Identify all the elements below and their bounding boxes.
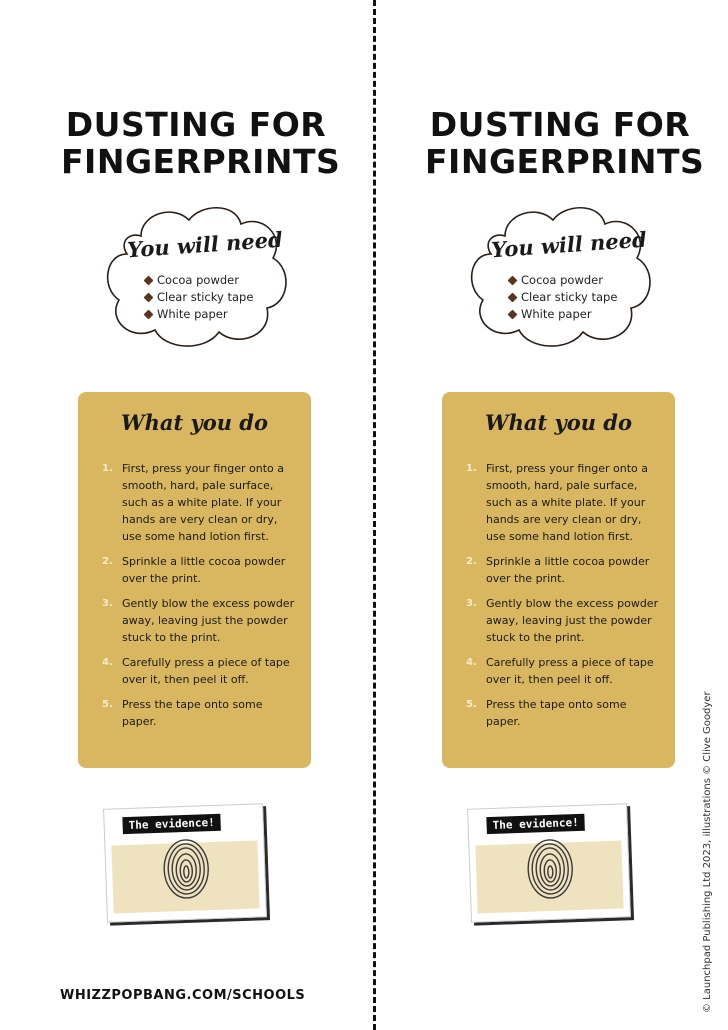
- step-text: Sprinkle a little cocoa powder over the print.: [486, 555, 650, 585]
- step-item: [466, 654, 661, 688]
- step-item: [102, 654, 297, 688]
- step-item: [102, 553, 297, 587]
- copyright-notice: © Launchpad Publishing Ltd 2023, illustrations © Clive Goodyer: [702, 691, 713, 1013]
- steps-card: [442, 392, 675, 768]
- title-line-2: FINGERPRINTS: [61, 142, 341, 181]
- step-item: [102, 696, 297, 730]
- fingerprint-icon: [525, 834, 575, 900]
- step-item: [466, 595, 661, 646]
- list-item: Cocoa powder: [509, 272, 617, 289]
- what-you-do-title: What you do: [485, 410, 632, 435]
- what-you-do-title: What you do: [121, 410, 268, 435]
- website-url: WHIZZPOPBANG.COM/SCHOOLS: [60, 988, 306, 1003]
- step-text: Sprinkle a little cocoa powder over the print.: [122, 555, 286, 585]
- materials-list: [145, 272, 253, 323]
- fingerprint-icon: [161, 834, 211, 900]
- bookmark-left: [61, 0, 341, 1030]
- step-number: 4.: [466, 657, 477, 668]
- bookmark-title: [61, 105, 341, 181]
- step-number: 2.: [102, 556, 113, 567]
- step-text: First, press your finger onto a smooth, hard, pale surface, such as a white plate. If your hands are very clean or dry, use some hand lotion first.: [122, 462, 285, 543]
- list-item: Cocoa powder: [145, 272, 253, 289]
- step-item: [102, 595, 297, 646]
- you-will-need-title: You will need: [126, 226, 284, 263]
- list-item: Clear sticky tape: [509, 289, 617, 306]
- step-text: Press the tape onto some paper.: [486, 698, 627, 728]
- step-number: 3.: [102, 598, 113, 609]
- title-line-2: FINGERPRINTS: [425, 142, 705, 181]
- step-number: 5.: [102, 699, 113, 710]
- step-number: 3.: [466, 598, 477, 609]
- step-number: 4.: [102, 657, 113, 668]
- step-text: Press the tape onto some paper.: [122, 698, 263, 728]
- list-item: White paper: [509, 306, 617, 323]
- step-item: [466, 696, 661, 730]
- step-text: First, press your finger onto a smooth, hard, pale surface, such as a white plate. If your hands are very clean or dry, use some hand lotion first.: [486, 462, 649, 543]
- title-line-1: DUSTING FOR: [429, 105, 691, 144]
- bookmark-title: [425, 105, 705, 181]
- step-item: [466, 460, 661, 545]
- step-number: 1.: [102, 463, 113, 474]
- title-line-1: DUSTING FOR: [65, 105, 327, 144]
- step-text: Gently blow the excess powder away, leaving just the powder stuck to the print.: [122, 597, 295, 644]
- step-text: Carefully press a piece of tape over it, then peel it off.: [122, 656, 290, 686]
- you-will-need-title: You will need: [490, 226, 648, 263]
- evidence-photo: [467, 803, 631, 923]
- step-number: 5.: [466, 699, 477, 710]
- list-item: White paper: [145, 306, 253, 323]
- steps-card: [78, 392, 311, 768]
- evidence-label: The evidence!: [486, 814, 585, 834]
- step-number: 1.: [466, 463, 477, 474]
- bookmark-right: [425, 0, 705, 1030]
- steps-list: [102, 460, 297, 738]
- step-text: Carefully press a piece of tape over it, then peel it off.: [486, 656, 654, 686]
- step-text: Gently blow the excess powder away, leaving just the powder stuck to the print.: [486, 597, 659, 644]
- cut-line-divider: [373, 0, 376, 1030]
- step-item: [102, 460, 297, 545]
- evidence-label: The evidence!: [122, 814, 221, 834]
- steps-list: [466, 460, 661, 738]
- materials-list: [509, 272, 617, 323]
- list-item: Clear sticky tape: [145, 289, 253, 306]
- step-item: [466, 553, 661, 587]
- evidence-photo: [103, 803, 267, 923]
- step-number: 2.: [466, 556, 477, 567]
